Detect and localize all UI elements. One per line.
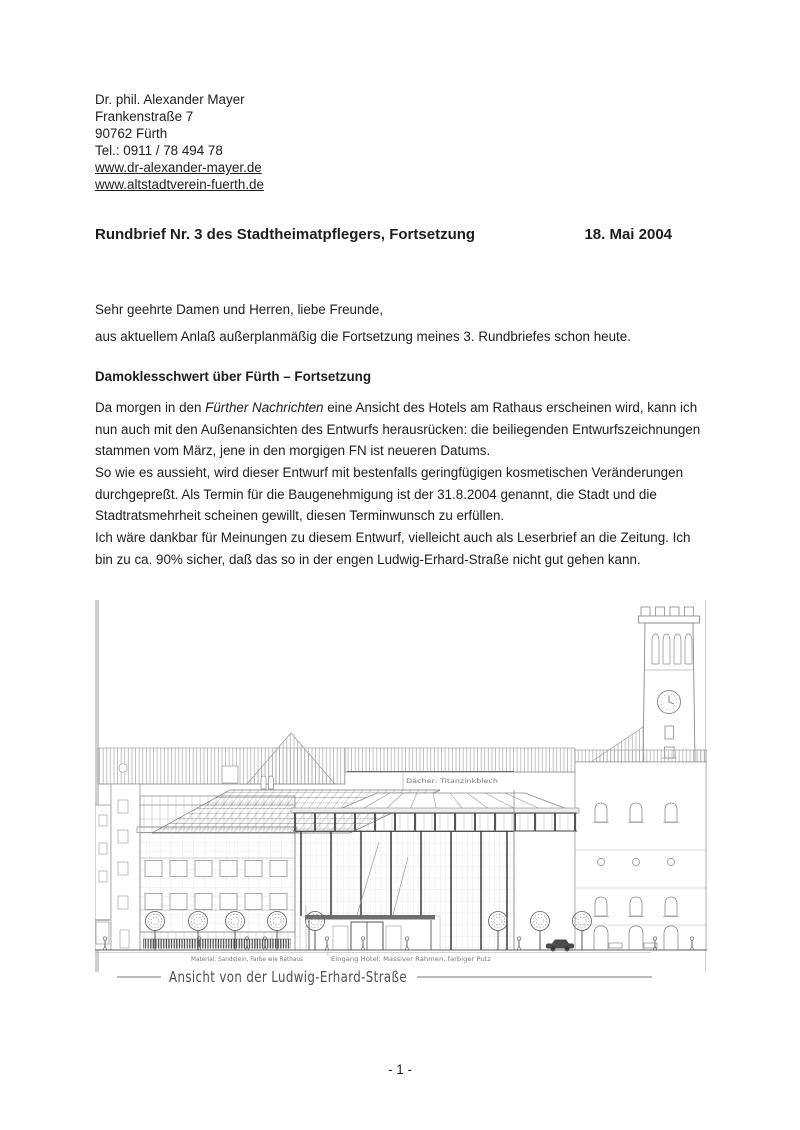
paragraph-2: So wie es aussieht, wird dieser Entwurf mit bestenfalls geringfügigen kosmetischen Veränderungen durchgepreßt. Als Termin für die Baugenehmigung ist der 31.8.2004 genannt, die Stadt und die Stadtratsmehrheit scheinen gewillt, diesen Terminwunsch zu erfüllen.	[95, 465, 684, 524]
sender-address-block	[95, 91, 264, 193]
hedge	[143, 939, 291, 949]
elevation-drawing-figure	[95, 600, 707, 1000]
rathaus-facade	[575, 762, 706, 950]
sender-website-1: www.dr-alexander-mayer.de	[95, 160, 262, 175]
roof-material-label: Dächer: Titanzinkblech	[406, 777, 498, 785]
paragraph-1-after: eine Ansicht des Hotels am Rathaus erscheinen wird, kann ich nun auch mit den Außenansichten des Entwurfs herausrücken: die beiliegenden Entwurfszeichnungen stammen vom März, jene in den morgigen FN ist neueren Datums.	[95, 400, 701, 459]
sender-name: Dr. phil. Alexander Mayer	[95, 92, 245, 107]
facade-material-label: Material: Sandstein, Farbe wie Rathaus	[191, 955, 304, 963]
sender-street: Frankenstraße 7	[95, 109, 194, 124]
paragraph-1-before: Da morgen in den	[95, 400, 206, 415]
drawing-caption: Ansicht von der Ludwig-Erhard-Straße	[169, 968, 407, 986]
elevation-drawing	[95, 600, 707, 1000]
letter-title: Rundbrief Nr. 3 des Stadtheimatpflegers, Fortsetzung	[95, 226, 476, 243]
paragraph-1-italic: Fürther Nachrichten	[205, 400, 324, 415]
roof-window	[222, 766, 238, 783]
letter-date: 18. Mai 2004	[584, 226, 672, 243]
sender-website-2: www.altstadtverein-fuerth.de	[95, 177, 264, 192]
entrance-note-label: Eingang Hotel: Massiver Rahmen, farbiger Putz	[331, 955, 492, 963]
page-number: - 1 -	[388, 1062, 412, 1077]
tower-clock	[658, 691, 681, 714]
sender-phone: Tel.: 0911 / 78 494 78	[95, 143, 223, 158]
round-gable-window	[119, 764, 127, 772]
section-heading: Damoklesschwert über Fürth – Fortsetzung	[95, 369, 372, 384]
hall-colonnade	[291, 808, 579, 831]
rathaus-hip-roof	[591, 727, 644, 762]
left-old-buildings	[95, 784, 140, 950]
paragraph-3: Ich wäre dankbar für Meinungen zu diesem Entwurf, vielleicht auch als Leserbrief an die Zeitung. Ich bin zu ca. 90% sicher, daß das so in der engen Ludwig-Erhard-Straße nicht gut gehen kann.	[95, 530, 691, 567]
intro-line: aus aktuellem Anlaß außerplanmäßig die Fortsetzung meines 3. Rundbriefes schon heute.	[95, 329, 631, 344]
paragraph-1	[95, 397, 711, 462]
letter-title-row	[95, 226, 672, 243]
rathaus-tower	[639, 607, 700, 762]
sender-city: 90762 Fürth	[95, 126, 168, 141]
salutation: Sehr geehrte Damen und Herren, liebe Freunde,	[95, 302, 384, 317]
